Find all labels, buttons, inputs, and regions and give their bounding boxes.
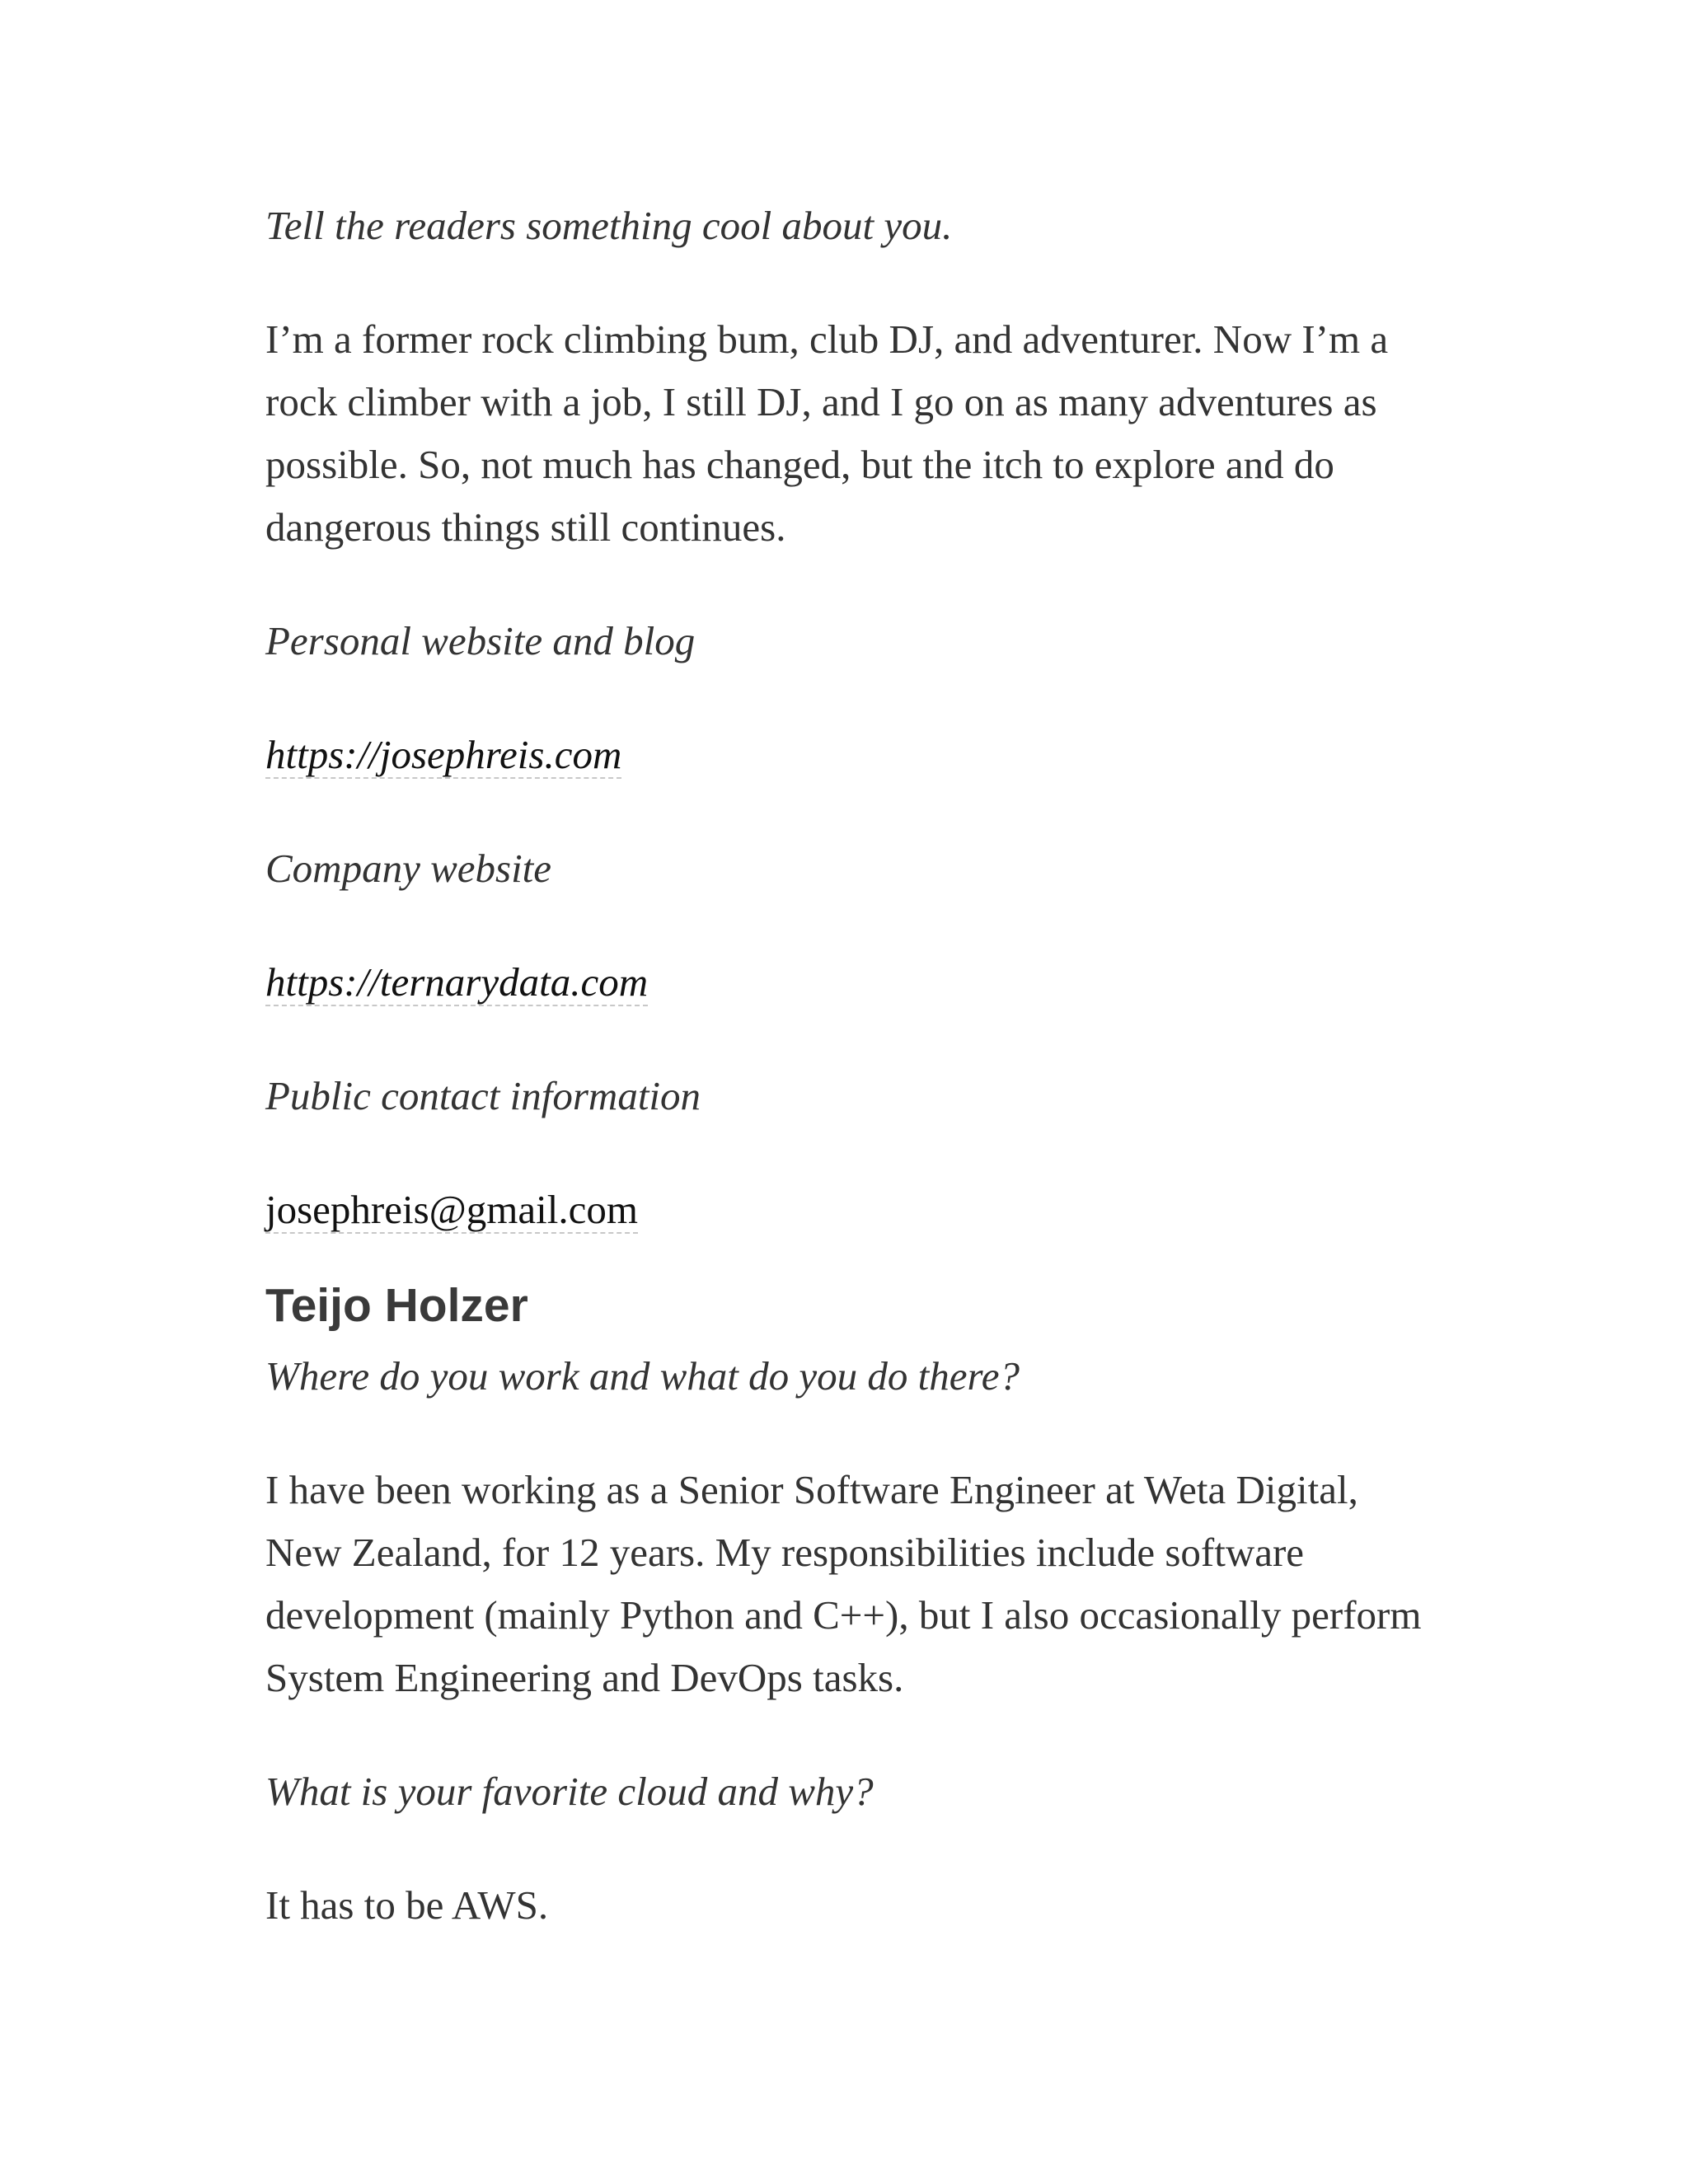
answer-work: I have been working as a Senior Software Engineer at Weta Digital, New Zealand, for 12 years. My responsibilities include software development (mainly Python and C++), but I also occasionally perform System Engineering and DevOps tasks. [265,1467,1422,1700]
author-name-heading: Teijo Holzer [265,1279,528,1332]
question-company-website: Company website [265,846,552,891]
question-work: Where do you work and what do you do there? [265,1353,1020,1399]
contact-email-paragraph [265,1179,1436,1241]
company-website-link[interactable]: https://ternarydata.com [265,959,649,1005]
answer-favorite-cloud: It has to be AWS. [265,1882,549,1928]
question-personal-website: Personal website and blog [265,618,696,663]
question-contact-info: Public contact information [265,1073,701,1118]
personal-website-link[interactable]: https://josephreis.com [265,732,622,777]
question-cool-about-you: Tell the readers something cool about you. [265,203,953,248]
article-body [265,194,1436,1988]
answer-cool-about-you: I’m a former rock climbing bum, club DJ, and adventurer. Now I’m a rock climber with a job, I still DJ, and I go on as many adventures as possible. So, not much has changed, but the itch to explore and do dangerous things still continues. [265,316,1389,550]
question-favorite-cloud: What is your favorite cloud and why? [265,1769,874,1814]
contact-email-link[interactable]: josephreis@gmail.com [265,1187,639,1232]
company-website-paragraph [265,951,1436,1014]
personal-website-paragraph [265,724,1436,786]
